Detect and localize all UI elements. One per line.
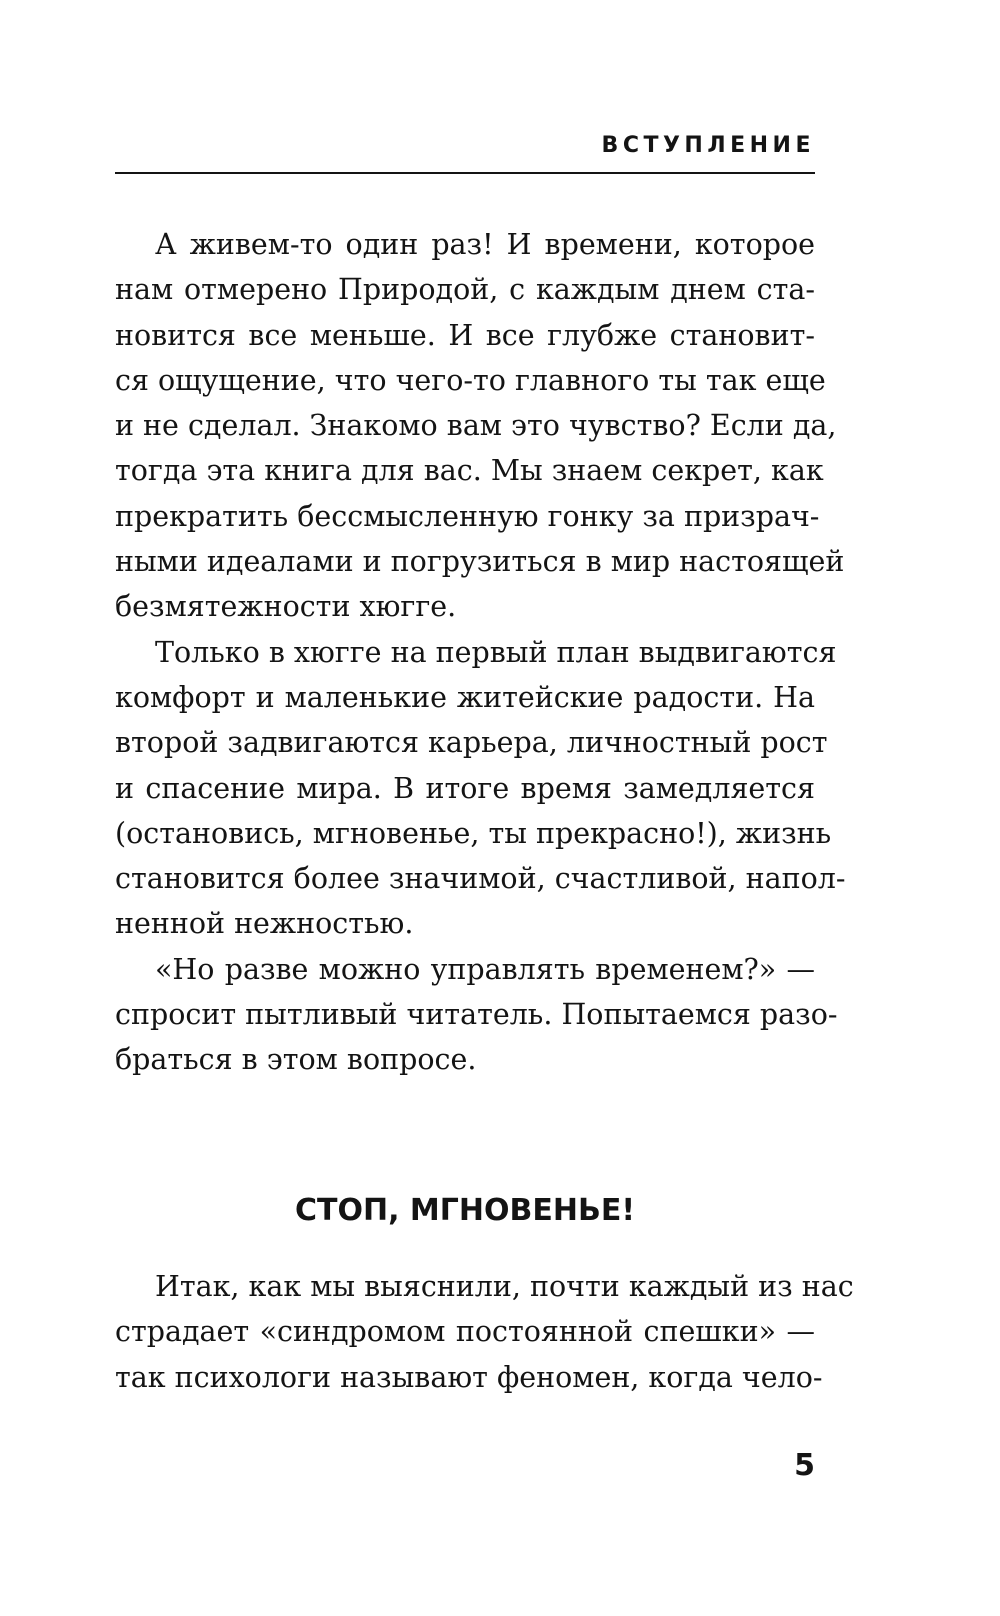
text-line: второй задвигаются карьера, личностный рост — [115, 726, 828, 760]
text-line: ся ощущение, что чего-то главного ты так еще — [115, 363, 826, 397]
body-text-bottom — [115, 1264, 854, 1400]
text-line: браться в этом вопросе. — [115, 1043, 477, 1077]
text-line: новится все меньше. И все глубже становит- — [115, 318, 815, 352]
body-text-top — [115, 222, 846, 1083]
text-line: Только в хюгге на первый план выдвигаются — [155, 635, 837, 669]
text-line: и спасение мира. В итоге время замедляется — [115, 771, 815, 805]
text-line: спросит пытливый читатель. Попытаемся разо- — [115, 998, 838, 1032]
text-line: становится более значимой, счастливой, напол- — [115, 862, 846, 896]
running-head: ВСТУПЛЕНИЕ — [601, 133, 815, 158]
text-line: прекратить бессмысленную гонку за призрач- — [115, 499, 820, 533]
text-line: так психологи называют феномен, когда чело- — [115, 1360, 823, 1394]
text-line: безмятежности хюгге. — [115, 590, 457, 624]
text-line: страдает «синдромом постоянной спешки» — — [115, 1315, 815, 1349]
text-line: комфорт и маленькие житейские радости. На — [115, 680, 815, 714]
page-number: 5 — [794, 1448, 815, 1483]
text-line: нам отмерено Природой, с каждым днем ста- — [115, 273, 815, 307]
text-line: Итак, как мы выяснили, почти каждый из нас — [155, 1270, 854, 1303]
text-line: А живем-то один раз! И времени, которое — [155, 228, 815, 261]
text-line: тогда эта книга для вас. Мы знаем секрет, как — [115, 454, 824, 488]
text-line: ными идеалами и погрузиться в мир настоящей — [115, 545, 845, 579]
section-heading: СТОП, МГНОВЕНЬЕ! — [294, 1193, 636, 1228]
text-line: «Но разве можно управлять временем?» — — [155, 952, 815, 986]
text-line: (остановись, мгновенье, ты прекрасно!), жизнь — [115, 816, 832, 850]
header-rule — [115, 172, 815, 174]
text-line: ненной нежностью. — [115, 907, 414, 941]
text-line: и не сделал. Знакомо вам это чувство? Если да, — [115, 409, 837, 443]
